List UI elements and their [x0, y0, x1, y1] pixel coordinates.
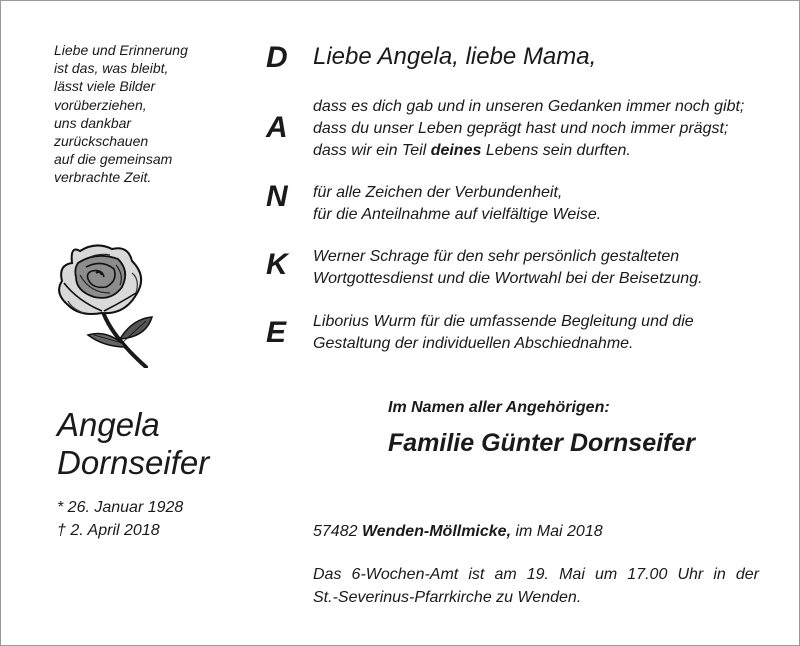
- text-line: St.-Severinus-Pfarrkirche zu Wenden.: [313, 589, 582, 606]
- text-line: dass du unser Leben geprägt hast und noch immer prägst;: [313, 120, 729, 137]
- signature-family: Familie Günter Dornseifer: [388, 429, 696, 457]
- text-line: für alle Zeichen der Verbundenheit,: [313, 184, 563, 201]
- deceased-name: [57, 406, 209, 482]
- poem-line: auf die gemeinsam: [54, 151, 173, 168]
- poem-line: lässt viele Bilder: [54, 78, 156, 95]
- place-date-line: [313, 523, 603, 541]
- danke-letter-a: A: [266, 111, 288, 144]
- memorial-poem: [54, 41, 224, 187]
- poem-line: Liebe und Erinnerung: [54, 42, 188, 58]
- text-line: Wortgottesdienst und die Wortwahl bei der Beisetzung.: [313, 270, 703, 287]
- text-segment: Lebens sein durften.: [481, 142, 631, 159]
- deceased-first-name: Angela: [57, 406, 160, 443]
- text-line: Das 6-Wochen-Amt ist am 19. Mai um 17.00 Uhr in der: [313, 566, 759, 583]
- town: Wenden-Möllmicke,: [361, 523, 512, 540]
- signature-label: Im Namen aller Angehörigen:: [388, 399, 610, 416]
- poem-line: ist das, was bleibt,: [54, 60, 169, 77]
- thanks-paragraph-2: [313, 182, 601, 226]
- greeting: Liebe Angela, liebe Mama,: [313, 43, 597, 70]
- poem-line: zurückschauen: [54, 133, 149, 150]
- thanks-paragraph-4: [313, 311, 694, 355]
- emphasis-text: deines: [430, 142, 482, 159]
- memorial-mass-notice: [313, 563, 759, 609]
- text-line: [313, 140, 744, 162]
- danke-letter-d: D: [266, 41, 288, 74]
- danke-letter-n: N: [266, 180, 288, 213]
- text-line: dass es dich gab und in unseren Gedanken immer noch gibt;: [313, 98, 745, 115]
- danke-letter-e: E: [266, 316, 287, 349]
- poem-line: verbrachte Zeit.: [54, 169, 152, 186]
- text-line: Gestaltung der individuellen Abschiednahme.: [313, 335, 634, 352]
- postcode: 57482: [313, 523, 358, 540]
- poem-line: uns dankbar: [54, 114, 132, 131]
- rose-icon: [50, 243, 155, 368]
- thanks-paragraph-1: [313, 96, 744, 162]
- thanks-paragraph-3: [313, 246, 703, 290]
- birth-date: * 26. Januar 1928: [57, 499, 184, 516]
- text-segment: dass wir ein Teil: [313, 142, 431, 159]
- danke-letter-k: K: [266, 248, 288, 281]
- text-line: für die Anteilnahme auf vielfältige Weise.: [313, 206, 602, 223]
- date: im Mai 2018: [515, 523, 603, 540]
- death-date: † 2. April 2018: [57, 522, 160, 539]
- deceased-last-name: Dornseifer: [57, 444, 210, 481]
- text-line: Liborius Wurm für die umfassende Begleitung und die: [313, 313, 694, 330]
- life-dates: [57, 496, 183, 542]
- text-line: Werner Schrage für den sehr persönlich gestalteten: [313, 248, 680, 265]
- poem-line: vorüberziehen,: [54, 96, 147, 113]
